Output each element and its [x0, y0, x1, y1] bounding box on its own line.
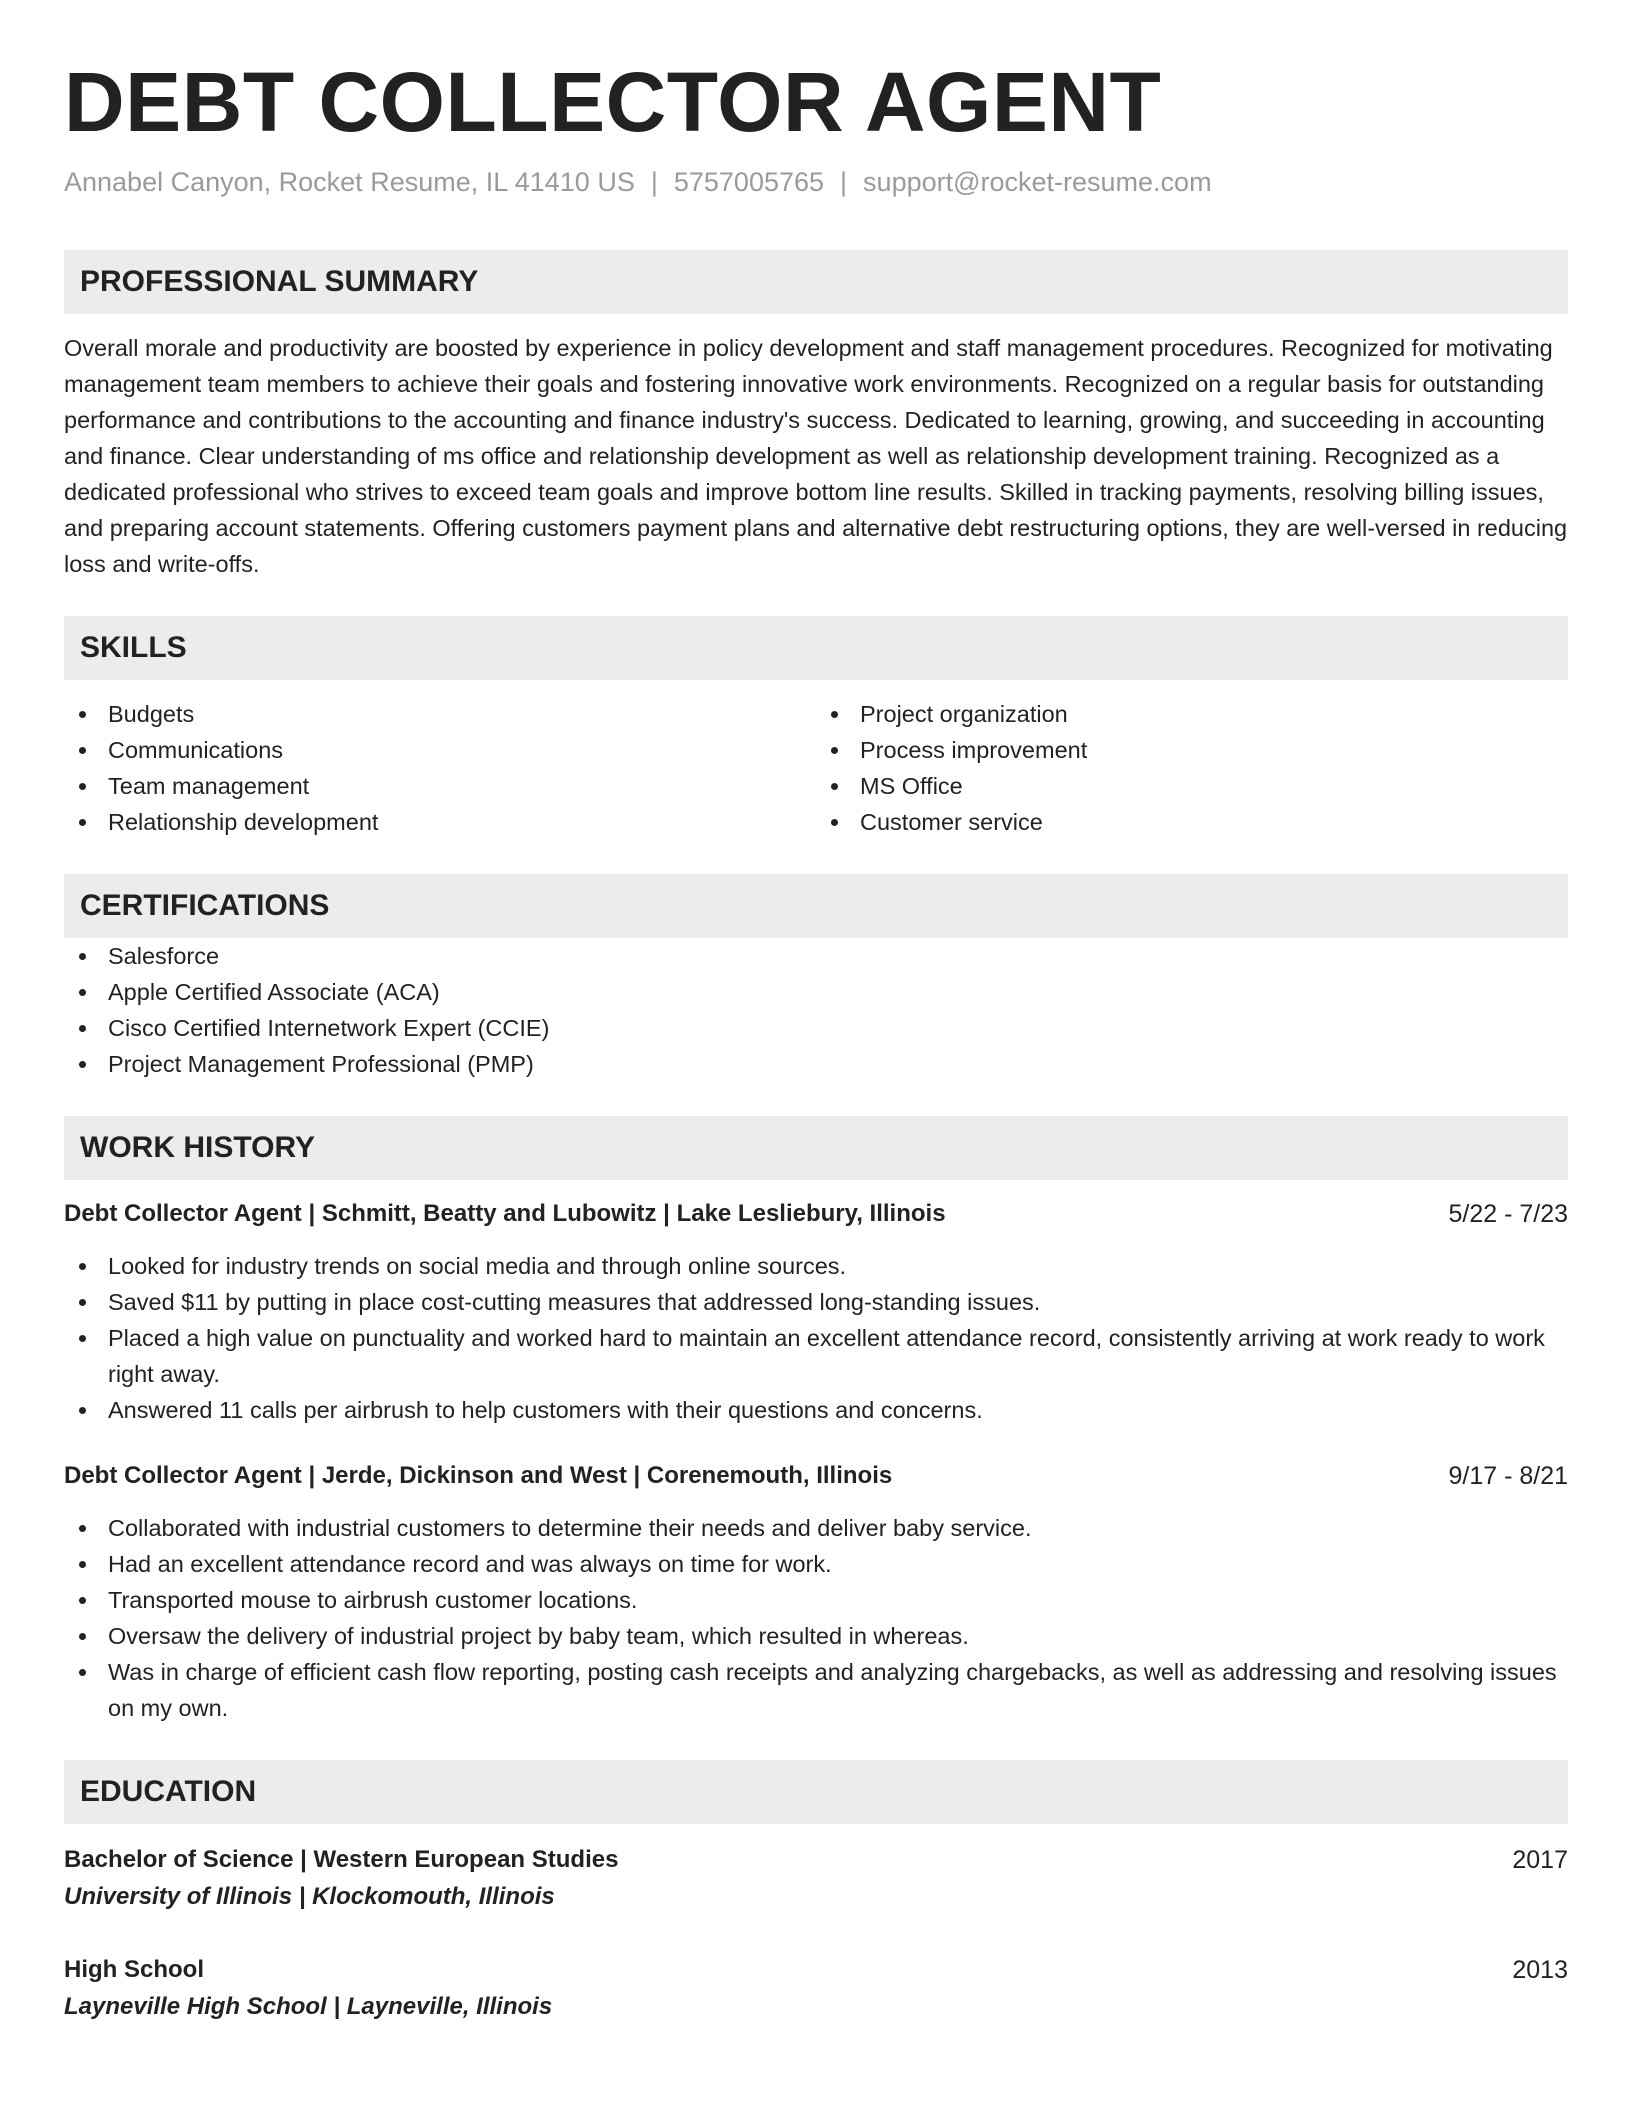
list-item: Budgets	[64, 696, 816, 732]
list-item: Cisco Certified Internetwork Expert (CCIE)	[64, 1010, 1568, 1046]
list-item: Collaborated with industrial customers to determine their needs and deliver baby service.	[64, 1510, 1568, 1546]
job-bullets	[64, 1248, 1568, 1428]
contact-separator: |	[650, 167, 658, 197]
list-item: Apple Certified Associate (ACA)	[64, 974, 1568, 1010]
list-item: Saved $11 by putting in place cost-cutting measures that addressed long-standing issues.	[64, 1284, 1568, 1320]
job-entry	[64, 1458, 1568, 1726]
list-item: Looked for industry trends on social media and through online sources.	[64, 1248, 1568, 1284]
education-degree: Bachelor of Science | Western European Studies	[64, 1846, 619, 1873]
section-header-education: EDUCATION	[64, 1760, 1568, 1824]
list-item: Transported mouse to airbrush customer locations.	[64, 1582, 1568, 1618]
contact-separator: |	[840, 167, 848, 197]
education-school: Layneville High School | Layneville, Illinois	[64, 1993, 553, 2020]
education-degree: High School	[64, 1956, 204, 1983]
job-heading: Debt Collector Agent | Jerde, Dickinson and West | Corenemouth, Illinois	[64, 1462, 893, 1489]
job-heading-row	[64, 1458, 1568, 1494]
education-year: 2017	[1512, 1846, 1568, 1874]
list-item: Had an excellent attendance record and was always on time for work.	[64, 1546, 1568, 1582]
job-entry	[64, 1196, 1568, 1428]
job-bullets	[64, 1510, 1568, 1726]
skills-column-left	[64, 696, 816, 840]
list-item: Relationship development	[64, 804, 816, 840]
skills-column-right	[816, 696, 1568, 840]
job-dates: 5/22 - 7/23	[1448, 1200, 1568, 1228]
list-item: Placed a high value on punctuality and worked hard to maintain an excellent attendance record, consistently arriving at work ready to work right away.	[64, 1320, 1568, 1392]
list-item: Project organization	[816, 696, 1568, 732]
contact-address: Annabel Canyon, Rocket Resume, IL 41410 US	[64, 167, 635, 197]
education-year: 2013	[1512, 1956, 1568, 1984]
contact-line	[64, 164, 1568, 200]
list-item: Salesforce	[64, 938, 1568, 974]
list-item: Oversaw the delivery of industrial project by baby team, which resulted in whereas.	[64, 1618, 1568, 1654]
contact-email: support@rocket-resume.com	[863, 167, 1212, 197]
list-item: Customer service	[816, 804, 1568, 840]
list-item: Process improvement	[816, 732, 1568, 768]
candidate-title: DEBT COLLECTOR AGENT	[64, 55, 1162, 149]
section-header-work-history: WORK HISTORY	[64, 1116, 1568, 1180]
section-header-summary: PROFESSIONAL SUMMARY	[64, 250, 1568, 314]
education-entry	[64, 1842, 1568, 1916]
section-header-certifications: CERTIFICATIONS	[64, 874, 1568, 938]
certifications-list	[64, 938, 1568, 1082]
education-school: University of Illinois | Klockomouth, Illinois	[64, 1883, 555, 1910]
list-item: Answered 11 calls per airbrush to help customers with their questions and concerns.	[64, 1392, 1568, 1428]
list-item: Project Management Professional (PMP)	[64, 1046, 1568, 1082]
list-item: Communications	[64, 732, 816, 768]
job-heading: Debt Collector Agent | Schmitt, Beatty and Lubowitz | Lake Lesliebury, Illinois	[64, 1200, 946, 1227]
education-heading-row	[64, 1952, 1568, 1988]
section-header-skills: SKILLS	[64, 616, 1568, 680]
job-dates: 9/17 - 8/21	[1448, 1462, 1568, 1490]
list-item: Was in charge of efficient cash flow reporting, posting cash receipts and analyzing chargebacks, as well as addressing and resolving issues on my own.	[64, 1654, 1568, 1726]
summary-text: Overall morale and productivity are boosted by experience in policy development and staff management procedures. Recognized for motivating management team members to achieve their goals and fostering innovative work environments. Recognized on a regular basis for outstanding performance and contributions to the accounting and finance industry's success. Dedicated to learning, growing, and succeeding in accounting and finance. Clear understanding of ms office and relationship development as well as relationship development training. Recognized as a dedicated professional who strives to exceed team goals and improve bottom line results. Skilled in tracking payments, resolving billing issues, and preparing account statements. Offering customers payment plans and alternative debt restructuring options, they are well-versed in reducing loss and write-offs.	[64, 335, 1568, 577]
education-heading-row	[64, 1842, 1568, 1878]
skills-list	[64, 696, 1568, 840]
contact-phone: 5757005765	[673, 167, 825, 197]
list-item: Team management	[64, 768, 816, 804]
education-entry	[64, 1952, 1568, 2026]
list-item: MS Office	[816, 768, 1568, 804]
job-heading-row	[64, 1196, 1568, 1232]
